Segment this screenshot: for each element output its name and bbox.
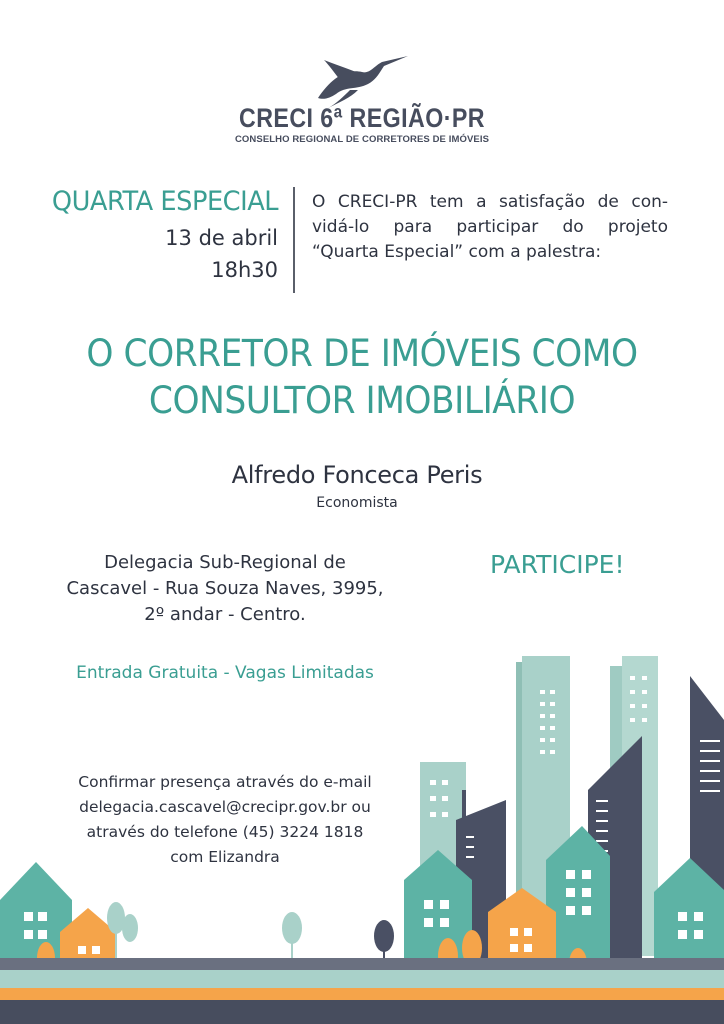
entry-note: Entrada Gratuita - Vagas Limitadas	[76, 663, 374, 683]
brand-subtitle: CONSELHO REGIONAL DE CORRETORES DE IMÓVEIS	[234, 134, 490, 145]
speaker-name: Alfredo Fonceca Peris	[231, 461, 483, 489]
talk-title-line: CONSULTOR IMOBILIÁRIO	[148, 379, 576, 422]
address-line: Cascavel - Rua Souza Naves, 3995,	[66, 578, 384, 599]
invitation-text	[312, 190, 668, 265]
contact-phone[interactable]: através do telefone (45) 3224 1818	[86, 823, 364, 841]
participate-callout: PARTICIPE!	[490, 550, 625, 579]
invitation-line: O CRECI-PR tem a satisfação de con-	[312, 192, 668, 212]
address-line: Delegacia Sub-Regional de	[104, 552, 346, 573]
event-time: 18h30	[211, 258, 278, 282]
contact-line: Confirmar presença através do e-mail	[78, 773, 372, 791]
contact-email[interactable]: delegacia.cascavel@crecipr.gov.br ou	[79, 798, 371, 816]
hummingbird-icon	[310, 50, 410, 110]
event-address	[60, 550, 390, 628]
talk-title	[0, 330, 724, 424]
speaker-role: Economista	[316, 495, 398, 511]
contact-line: com Elizandra	[170, 848, 280, 866]
invitation-line: “Quarta Especial” com a palestra:	[312, 242, 602, 262]
vertical-divider	[293, 187, 295, 293]
city-skyline-illustration	[0, 640, 724, 1024]
address-line: 2º andar - Centro.	[144, 604, 306, 625]
brand-name: CRECI 6ª REGIÃO·PR	[239, 103, 485, 133]
invitation-line: vidá-lo para participar do projeto	[312, 217, 668, 237]
talk-title-line: O CORRETOR DE IMÓVEIS COMO	[86, 332, 638, 375]
event-date: 13 de abril	[165, 226, 278, 250]
event-title: QUARTA ESPECIAL	[51, 186, 278, 217]
